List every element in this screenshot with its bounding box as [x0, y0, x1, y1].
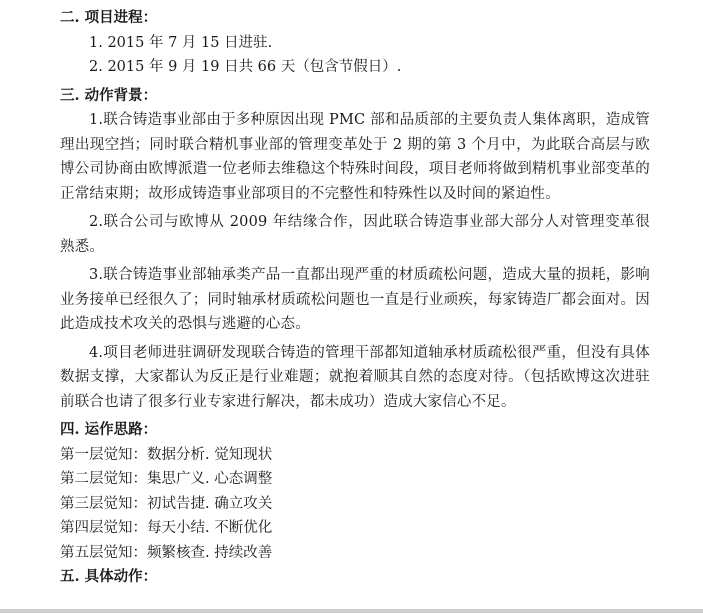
section-4-heading: 四. 运作思路：	[60, 421, 158, 438]
background-paragraph-4: 4.项目老师进驻调研发现联合铸造的管理干部都知道轴承材质疏松很严重，但没有具体数据支撑，大家都认为反正是行业难题；就抱着顺其自然的态度对待。（包括欧博这次进驻前联合也请了很多行业专家进行解决，都未成功）造成大家信心不足。	[60, 344, 650, 410]
section-5-heading: 五. 具体动作：	[60, 568, 158, 585]
awareness-level-4: 第四层觉知：每天小结. 不断优化	[60, 520, 273, 536]
background-paragraph-1: 1.联合铸造事业部由于多种原因出现 PMC 部和品质部的主要负责人集体离职，造成管理出现空挡；同时联合精机事业部的管理变革处于 2 期的第 3 个月中，为此联合高层与欧博公司协商由欧博派遣一位老师去维稳这个特殊时间段，项目老师将做到精机事业部变革的正常结束期；故形成铸造事业部项目的不完整性和特殊性以及时间的紧迫性。	[60, 112, 650, 202]
document-body	[60, 6, 650, 590]
section-2-heading: 二. 项目进程：	[60, 9, 158, 26]
progress-item-1: 1. 2015 年 7 月 15 日进驻.	[89, 34, 273, 51]
background-paragraph-3: 3.联合铸造事业部轴承类产品一直都出现严重的材质疏松问题，造成大量的损耗，影响业务接单已经很久了；同时轴承材质疏松问题也一直是行业顽疾，每家铸造厂都会面对。因此造成技术攻关的恐惧与逃避的心态。	[60, 267, 650, 332]
awareness-level-5: 第五层觉知：频繁核查. 持续改善	[60, 544, 273, 561]
awareness-level-2: 第二层觉知：集思广义. 心态调整	[60, 471, 273, 487]
section-3-heading: 三. 动作背景：	[60, 86, 158, 104]
background-paragraph-2: 2.联合公司与欧博从 2009 年结缘合作，因此联合铸造事业部大部分人对管理变革很熟悉。	[60, 214, 650, 255]
bottom-divider	[0, 609, 703, 613]
progress-item-2: 2. 2015 年 9 月 19 日共 66 天（包含节假日）.	[89, 59, 402, 75]
awareness-level-3: 第三层觉知：初试告捷. 确立攻关	[60, 495, 273, 512]
awareness-level-1: 第一层觉知：数据分析. 觉知现状	[60, 446, 273, 463]
